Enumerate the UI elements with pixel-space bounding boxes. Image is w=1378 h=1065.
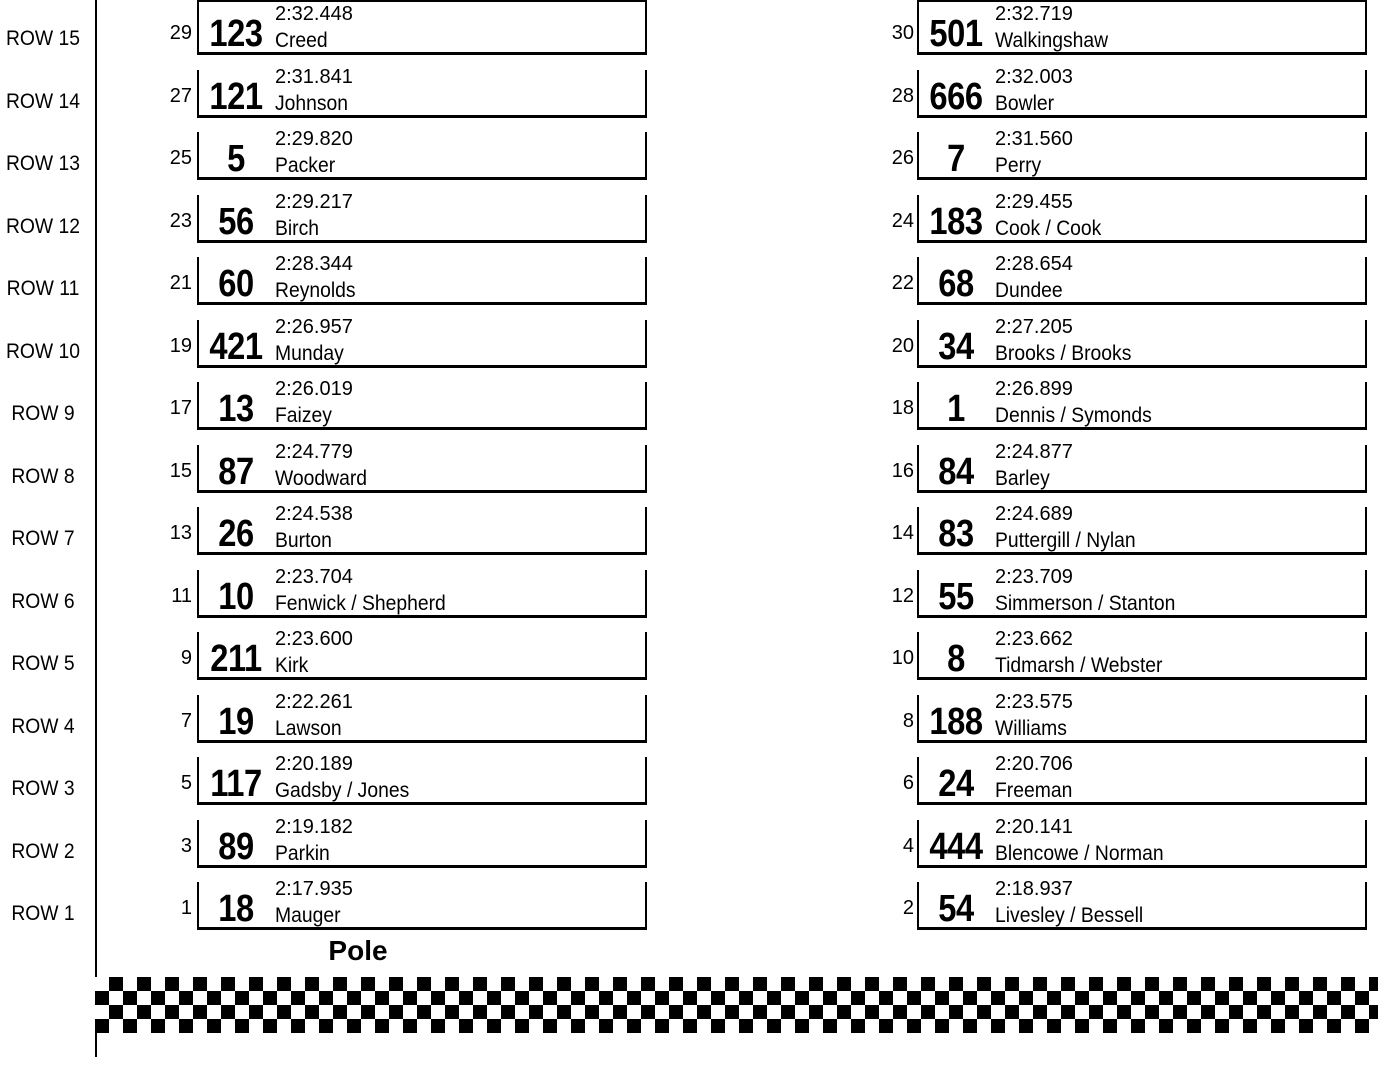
driver-name: Reynolds (275, 279, 356, 302)
driver-name: Parkin (275, 841, 330, 865)
car-number: 34 (938, 325, 974, 368)
driver-name: Williams (995, 716, 1067, 740)
car-number: 87 (218, 450, 254, 493)
lap-time: 2:23.662 (995, 628, 1073, 650)
row-label: ROW 5 (11, 652, 75, 675)
driver-name: Dennis / Symonds (995, 404, 1152, 427)
driver-name: Simmerson / Stanton (995, 591, 1176, 615)
lap-time: 2:17.935 (275, 878, 353, 900)
driver-name: Birch (275, 216, 320, 240)
lap-time: 2:23.709 (995, 565, 1073, 588)
lap-time: 2:28.344 (275, 253, 353, 275)
car-number: 68 (938, 263, 974, 305)
grid-position-number: 21 (169, 272, 192, 294)
driver-name: Lawson (275, 716, 342, 740)
driver-name: Dundee (995, 279, 1063, 302)
driver-name: Mauger (275, 904, 341, 927)
grid-slot-content (917, 688, 1367, 743)
driver-name: Tidmarsh / Webster (995, 654, 1163, 677)
grid-position-number: 28 (891, 84, 914, 107)
grid-position-number: 17 (169, 397, 192, 419)
car-number: 10 (218, 575, 254, 618)
car-number: 7 (947, 138, 965, 180)
lap-time: 2:20.141 (995, 815, 1073, 838)
row-label: ROW 6 (11, 589, 75, 613)
driver-name: Woodward (275, 466, 367, 490)
row-label: ROW 11 (6, 277, 80, 300)
lap-time: 2:20.706 (995, 753, 1073, 775)
lap-time: 2:19.182 (275, 815, 353, 838)
lap-time: 2:24.538 (275, 503, 353, 525)
grid-position-number: 24 (891, 209, 914, 232)
grid-position-number: 14 (891, 522, 914, 544)
car-number: 117 (210, 763, 262, 805)
grid-slot-content (917, 500, 1367, 555)
grid-slot-content (197, 625, 647, 680)
lap-time: 2:26.957 (275, 315, 353, 338)
lap-time: 2:31.560 (995, 128, 1073, 150)
lap-time: 2:27.205 (995, 315, 1073, 338)
lap-time: 2:23.704 (275, 565, 353, 588)
driver-name: Creed (275, 29, 328, 52)
row-label: ROW 9 (11, 402, 75, 425)
driver-name: Walkingshaw (995, 29, 1109, 52)
driver-name: Freeman (995, 779, 1073, 802)
car-number: 19 (218, 700, 254, 743)
row-label: ROW 10 (5, 339, 81, 363)
lap-time: 2:22.261 (275, 690, 353, 713)
grid-slot-content (197, 250, 647, 305)
row-label: ROW 8 (11, 464, 75, 488)
lap-time: 2:24.689 (995, 503, 1073, 525)
grid-position-number: 18 (891, 397, 914, 419)
grid-position-number: 15 (169, 459, 192, 482)
grid-position-number: 13 (169, 522, 192, 544)
grid-slot-content (197, 875, 647, 930)
car-number: 24 (938, 763, 974, 805)
grid-position-number: 25 (169, 147, 192, 169)
grid-position-number: 7 (180, 709, 192, 732)
row-label: ROW 15 (5, 27, 81, 50)
grid-position-number: 26 (891, 147, 914, 169)
grid-slot-content (917, 563, 1367, 618)
grid-position-number: 29 (169, 22, 192, 44)
grid-position-number: 3 (180, 834, 192, 857)
grid-position-number: 1 (180, 897, 192, 919)
row-label: ROW 12 (5, 214, 81, 238)
driver-name: Kirk (275, 654, 309, 677)
grid-position-number: 16 (891, 459, 914, 482)
driver-name: Brooks / Brooks (995, 341, 1132, 365)
grid-slot-content (197, 375, 647, 430)
pole-label: Pole (328, 935, 388, 966)
driver-name: Munday (275, 341, 344, 365)
driver-name: Packer (275, 154, 336, 177)
grid-position-number: 30 (891, 22, 914, 44)
car-number: 26 (218, 513, 254, 555)
lap-time: 2:32.719 (995, 3, 1073, 25)
grid-slot-content (917, 875, 1367, 930)
car-number: 13 (218, 388, 254, 430)
car-number: 421 (209, 325, 263, 368)
grid-divider-line (95, 0, 97, 1057)
lap-time: 2:24.779 (275, 440, 353, 463)
grid-position-number: 2 (902, 897, 914, 919)
lap-time: 2:20.189 (275, 753, 353, 775)
driver-name: Fenwick / Shepherd (275, 591, 446, 615)
lap-time: 2:23.575 (995, 690, 1073, 713)
driver-name: Johnson (275, 91, 349, 115)
grid-slot-content (917, 813, 1367, 868)
lap-time: 2:28.654 (995, 253, 1073, 275)
lap-time: 2:29.455 (995, 190, 1073, 213)
grid-slot-content (197, 0, 647, 55)
row-label: ROW 3 (11, 777, 75, 800)
grid-position-number: 12 (891, 584, 914, 607)
car-number: 123 (209, 13, 263, 55)
grid-slot-content (197, 688, 647, 743)
lap-time: 2:26.899 (995, 378, 1073, 400)
car-number: 444 (929, 825, 983, 868)
grid-slot-content (197, 125, 647, 180)
driver-name: Gadsby / Jones (275, 779, 410, 802)
lap-time: 2:31.841 (275, 65, 353, 88)
row-label: ROW 7 (11, 527, 75, 550)
grid-slot-content (917, 313, 1367, 368)
driver-name: Burton (275, 529, 332, 552)
row-label: ROW 13 (5, 152, 81, 175)
lap-time: 2:26.019 (275, 378, 353, 400)
grid-slot-content (917, 625, 1367, 680)
grid-slot-content (917, 750, 1367, 805)
driver-name: Puttergill / Nylan (995, 529, 1136, 552)
grid-slot-content (197, 563, 647, 618)
grid-position-number: 10 (891, 647, 914, 669)
driver-name: Livesley / Bessell (995, 904, 1144, 927)
lap-time: 2:18.937 (995, 878, 1073, 900)
car-number: 60 (218, 263, 254, 305)
grid-slot-content (197, 188, 647, 243)
car-number: 5 (227, 138, 245, 180)
row-label: ROW 14 (5, 89, 81, 113)
lap-time: 2:23.600 (275, 628, 353, 650)
grid-slot-content (917, 63, 1367, 118)
grid-position-number: 19 (169, 334, 192, 357)
grid-position-number: 27 (169, 84, 192, 107)
lap-time: 2:24.877 (995, 440, 1073, 463)
grid-position-number: 23 (169, 209, 192, 232)
row-label: ROW 1 (11, 902, 75, 925)
lap-time: 2:29.217 (275, 190, 353, 213)
grid-position-number: 9 (180, 647, 192, 669)
grid-position-number: 22 (891, 272, 914, 294)
driver-name: Bowler (995, 91, 1055, 115)
grid-slot-content (917, 188, 1367, 243)
car-number: 121 (209, 75, 263, 118)
car-number: 83 (938, 513, 974, 555)
grid-slot-content (197, 750, 647, 805)
car-number: 1 (947, 388, 965, 430)
grid-slot-content (917, 438, 1367, 493)
car-number: 55 (938, 575, 974, 618)
driver-name: Cook / Cook (995, 216, 1102, 240)
grid-position-number: 11 (171, 584, 192, 607)
grid-slot-content (197, 500, 647, 555)
grid-slot-content (197, 438, 647, 493)
driver-name: Faizey (275, 404, 332, 427)
grid-position-number: 20 (891, 334, 914, 357)
grid-slot-content (917, 375, 1367, 430)
driver-name: Blencowe / Norman (995, 841, 1164, 865)
row-label: ROW 2 (11, 839, 75, 863)
car-number: 183 (929, 200, 983, 243)
car-number: 18 (218, 888, 254, 930)
lap-time: 2:29.820 (275, 128, 353, 150)
car-number: 188 (929, 700, 983, 743)
car-number: 8 (947, 638, 965, 680)
lap-time: 2:32.003 (995, 65, 1073, 88)
driver-name: Barley (995, 466, 1050, 490)
grid-position-number: 5 (180, 772, 192, 794)
car-number: 84 (938, 450, 974, 493)
grid-position-number: 6 (902, 772, 914, 794)
grid-position-number: 8 (902, 709, 914, 732)
grid-slot-content (917, 0, 1367, 55)
car-number: 89 (218, 825, 254, 868)
grid-slot-content (197, 313, 647, 368)
checkered-flag-strip (95, 977, 1378, 1033)
car-number: 54 (938, 888, 974, 930)
grid-slot-content (197, 813, 647, 868)
row-label: ROW 4 (11, 714, 75, 738)
grid-position-number: 4 (902, 834, 914, 857)
driver-name: Perry (995, 154, 1042, 177)
lap-time: 2:32.448 (275, 3, 353, 25)
grid-slot-content (917, 250, 1367, 305)
grid-slot-content (917, 125, 1367, 180)
car-number: 56 (218, 200, 254, 243)
car-number: 666 (929, 75, 983, 118)
car-number: 211 (210, 638, 262, 680)
car-number: 501 (929, 13, 983, 55)
grid-slot-content (197, 63, 647, 118)
